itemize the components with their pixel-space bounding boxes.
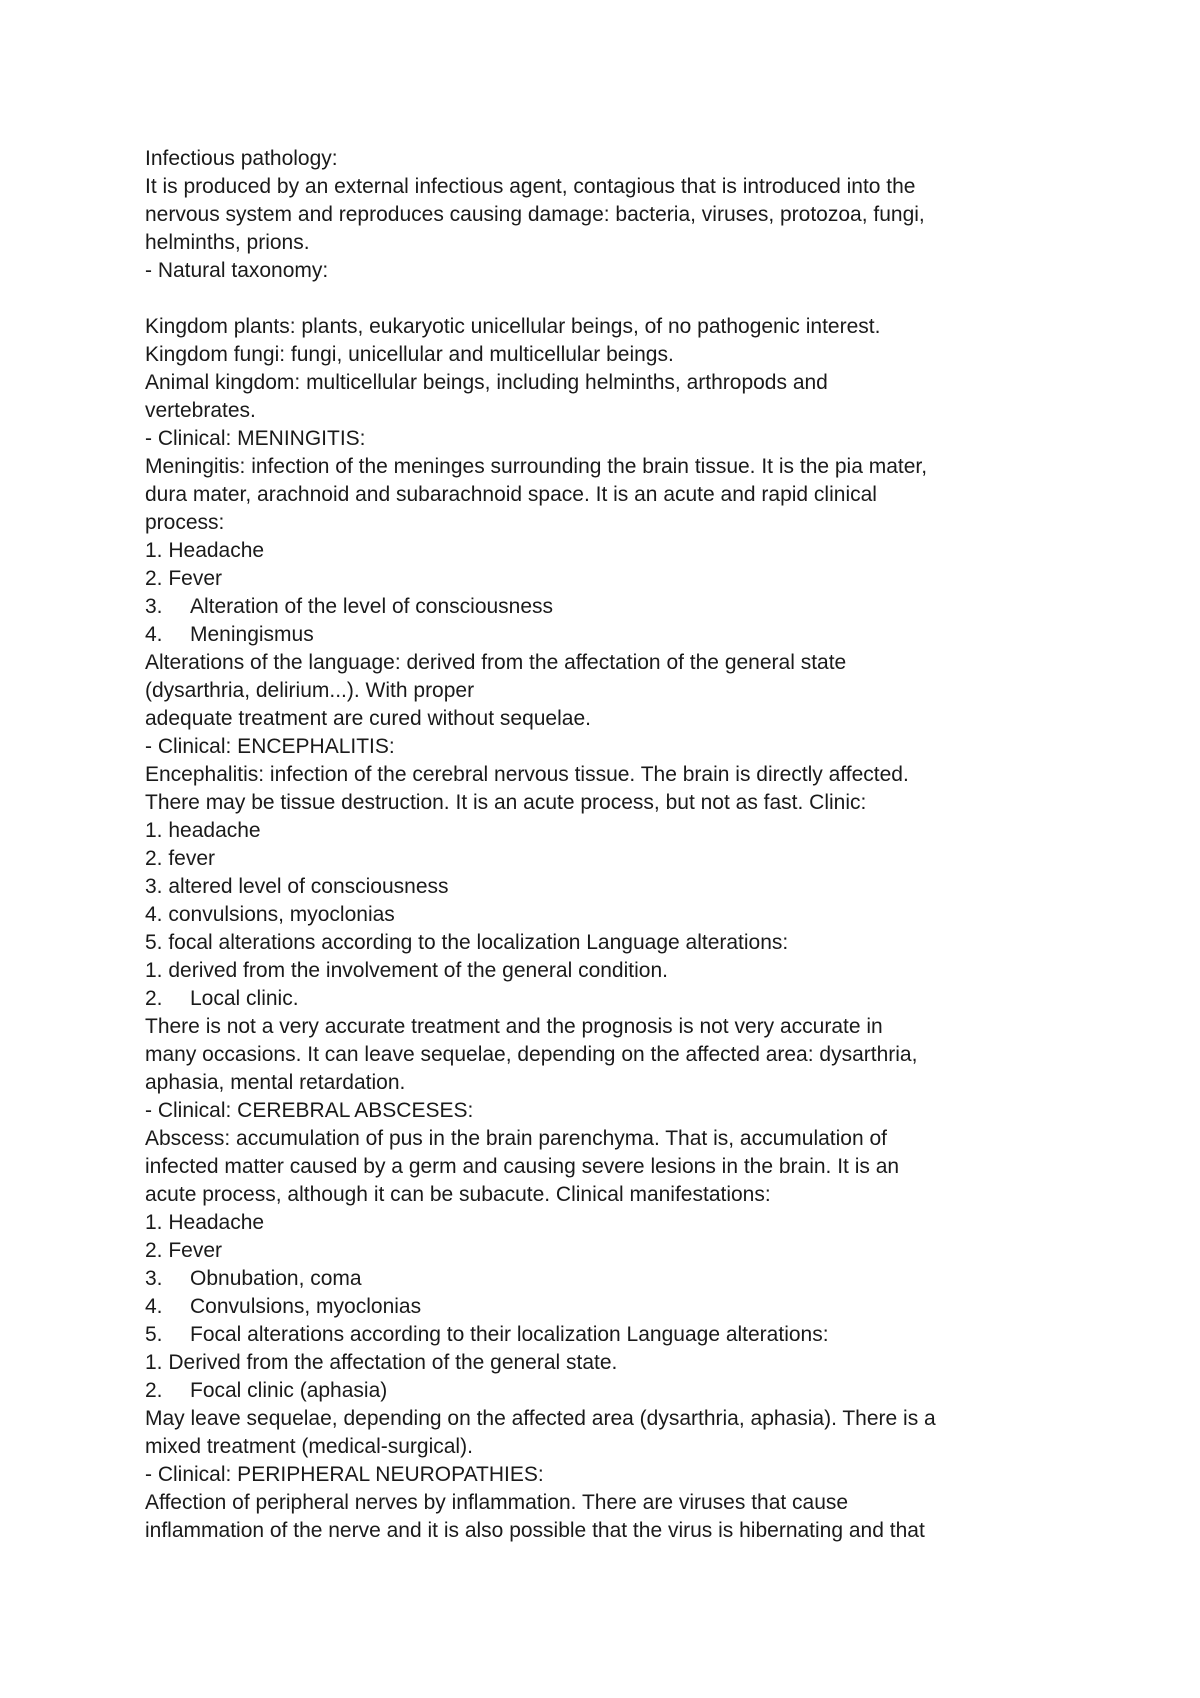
line-text: 1. Headache	[145, 539, 265, 562]
line-text: Meningitis: infection of the meninges surrounding the brain tissue. It is the pia mater,	[145, 455, 928, 478]
text-line	[145, 229, 1105, 257]
text-line	[145, 397, 1105, 425]
text-line	[145, 257, 1105, 285]
line-text: - Clinical: MENINGITIS:	[145, 427, 366, 450]
text-line	[145, 537, 1105, 565]
line-text: 1. Derived from the affectation of the general state.	[145, 1351, 618, 1374]
line-text: 1. headache	[145, 819, 261, 842]
text-line	[145, 1013, 1105, 1041]
text-line	[145, 369, 1105, 397]
line-text: mixed treatment (medical-surgical).	[145, 1435, 473, 1458]
line-text: Focal alterations according to their localization Language alterations:	[190, 1323, 829, 1346]
text-line	[145, 621, 1105, 649]
line-text: Convulsions, myoclonias	[190, 1295, 422, 1318]
text-line	[145, 565, 1105, 593]
line-text: - Clinical: PERIPHERAL NEUROPATHIES:	[145, 1463, 544, 1486]
list-number: 2.	[145, 987, 163, 1010]
line-text: There is not a very accurate treatment and the prognosis is not very accurate in	[145, 1015, 883, 1038]
text-line	[145, 789, 1105, 817]
line-text: Alteration of the level of consciousness	[190, 595, 554, 618]
text-line	[145, 845, 1105, 873]
line-text: 2. fever	[145, 847, 216, 870]
text-line	[145, 957, 1105, 985]
line-text: Encephalitis: infection of the cerebral nervous tissue. The brain is directly affected.	[145, 763, 909, 786]
text-line	[145, 201, 1105, 229]
line-text: Alterations of the language: derived from the affectation of the general state	[145, 651, 847, 674]
line-text: (dysarthria, delirium...). With proper	[145, 679, 475, 702]
line-text: vertebrates.	[145, 399, 256, 422]
list-number: 4.	[145, 623, 163, 646]
line-text: helminths, prions.	[145, 231, 310, 254]
text-line	[145, 677, 1105, 705]
text-line	[145, 1041, 1105, 1069]
text-line	[145, 1265, 1105, 1293]
text-line	[145, 1321, 1105, 1349]
text-line	[145, 481, 1105, 509]
text-line	[145, 313, 1105, 341]
text-line	[145, 1489, 1105, 1517]
line-text: Animal kingdom: multicellular beings, including helminths, arthropods and	[145, 371, 828, 394]
line-text: Focal clinic (aphasia)	[190, 1379, 388, 1402]
line-text: nervous system and reproduces causing damage: bacteria, viruses, protozoa, fungi,	[145, 203, 925, 226]
text-line	[145, 145, 1105, 173]
line-text: There may be tissue destruction. It is an acute process, but not as fast. Clinic:	[145, 791, 867, 814]
text-line	[145, 1433, 1105, 1461]
text-line	[145, 1209, 1105, 1237]
line-text: Abscess: accumulation of pus in the brain parenchyma. That is, accumulation of	[145, 1127, 888, 1150]
line-text: many occasions. It can leave sequelae, depending on the affected area: dysarthria,	[145, 1043, 918, 1066]
text-line	[145, 341, 1105, 369]
line-text: Kingdom plants: plants, eukaryotic unicellular beings, of no pathogenic interest.	[145, 315, 881, 338]
text-line	[145, 1349, 1105, 1377]
text-line	[145, 1405, 1105, 1433]
text-line	[145, 649, 1105, 677]
line-text: 1. Headache	[145, 1211, 265, 1234]
line-text: It is produced by an external infectious agent, contagious that is introduced into the	[145, 175, 916, 198]
text-line	[145, 1517, 1105, 1545]
line-text: Local clinic.	[190, 987, 299, 1010]
line-text: Obnubation, coma	[190, 1267, 362, 1290]
list-number: 5.	[145, 1323, 163, 1346]
text-line	[145, 1153, 1105, 1181]
text-line	[145, 173, 1105, 201]
line-text: acute process, although it can be subacute. Clinical manifestations:	[145, 1183, 771, 1206]
list-number: 4.	[145, 1295, 163, 1318]
line-text: process:	[145, 511, 225, 534]
line-text: 5. focal alterations according to the localization Language alterations:	[145, 931, 789, 954]
line-text: 2. Fever	[145, 1239, 223, 1262]
line-text: dura mater, arachnoid and subarachnoid space. It is an acute and rapid clinical	[145, 483, 877, 506]
text-line	[145, 1237, 1105, 1265]
line-text: Infectious pathology:	[145, 147, 338, 170]
blank-line	[145, 285, 1105, 313]
line-text: - Clinical: CEREBRAL ABSCESES:	[145, 1099, 474, 1122]
text-line	[145, 873, 1105, 901]
line-text: Kingdom fungi: fungi, unicellular and multicellular beings.	[145, 343, 674, 366]
text-line	[145, 929, 1105, 957]
text-line	[145, 593, 1105, 621]
text-line	[145, 425, 1105, 453]
line-text: adequate treatment are cured without sequelae.	[145, 707, 591, 730]
text-line	[145, 1181, 1105, 1209]
text-line	[145, 705, 1105, 733]
text-line	[145, 817, 1105, 845]
text-line	[145, 1461, 1105, 1489]
text-line	[145, 733, 1105, 761]
line-text: 3. altered level of consciousness	[145, 875, 449, 898]
text-line	[145, 1125, 1105, 1153]
list-number: 2.	[145, 1379, 163, 1402]
line-text: inflammation of the nerve and it is also possible that the virus is hibernating and that	[145, 1519, 925, 1542]
line-text: - Clinical: ENCEPHALITIS:	[145, 735, 395, 758]
line-text: - Natural taxonomy:	[145, 259, 329, 282]
line-text: aphasia, mental retardation.	[145, 1071, 406, 1094]
document-body	[145, 145, 1105, 1545]
text-line	[145, 1069, 1105, 1097]
text-line	[145, 1097, 1105, 1125]
line-text: 4. convulsions, myoclonias	[145, 903, 395, 926]
text-line	[145, 901, 1105, 929]
line-text: Affection of peripheral nerves by inflammation. There are viruses that cause	[145, 1491, 849, 1514]
line-text: infected matter caused by a germ and causing severe lesions in the brain. It is an	[145, 1155, 900, 1178]
list-number: 3.	[145, 1267, 163, 1290]
text-line	[145, 453, 1105, 481]
line-text: 1. derived from the involvement of the general condition.	[145, 959, 668, 982]
text-line	[145, 509, 1105, 537]
text-line	[145, 1377, 1105, 1405]
text-line	[145, 761, 1105, 789]
line-text: 2. Fever	[145, 567, 223, 590]
text-line	[145, 1293, 1105, 1321]
text-line	[145, 985, 1105, 1013]
line-text: May leave sequelae, depending on the affected area (dysarthria, aphasia). There is a	[145, 1407, 936, 1430]
line-text: Meningismus	[190, 623, 314, 646]
list-number: 3.	[145, 595, 163, 618]
